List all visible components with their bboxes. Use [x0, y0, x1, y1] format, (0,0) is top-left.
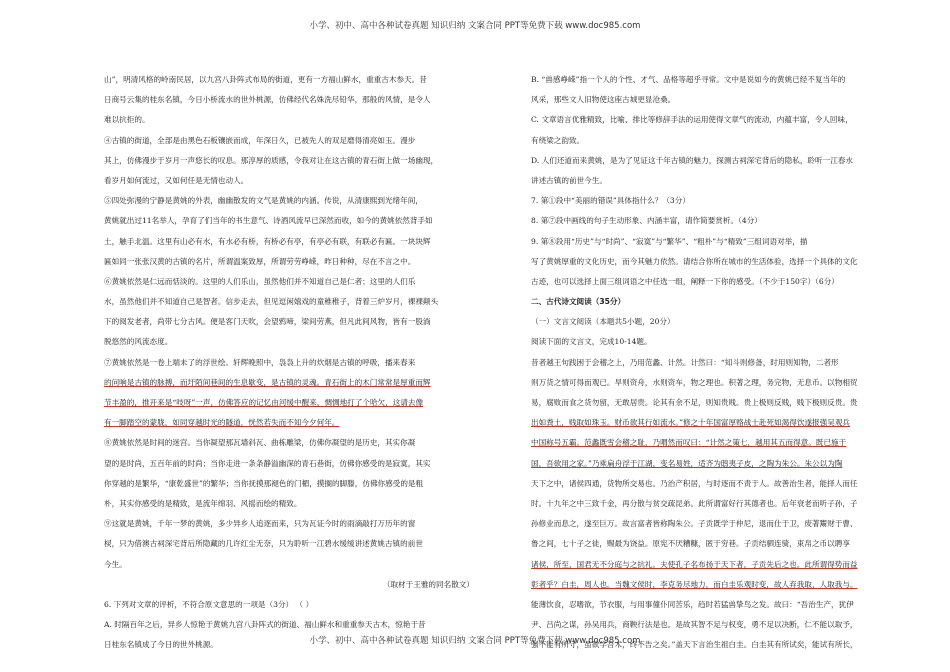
- right-text-line: 出如粪土，贱取如珠玉。财币欲其行如流水。”修之十年国富厚赂战士赴死如渴得饮遂报强吴观兵: [531, 418, 851, 428]
- right-text-line: 讲述古镇的前世今生。: [531, 175, 607, 185]
- left-text-line: 今生。: [104, 559, 127, 569]
- right-text-line: 诸侯，所至，国君无不分庭与之抗礼。夫使孔子名布扬于天下者，子贡先后之也。此所谓得势而益: [531, 559, 858, 569]
- left-text-line: 棂，只为借澳古祠深宅背后所隐藏的几许红尘无奈，只为聆听一江碧水缓缓讲述黄姚古镇的前世: [104, 539, 423, 549]
- right-text-line: 昔者越王句践困于会稽之上，乃用范蠡、计然。计然曰：“知斗则修备，时用则知物，二者形: [531, 357, 839, 367]
- left-text-line: 黄姚就出过11名举人，孕育了们当年的书生意气、诗酒风流早已深然而收，如今的黄姚依然背手如: [104, 216, 433, 226]
- left-text-line: 水，虽然他们并不知道自己是智者。信步走去，但见逗闲嬉戏的童稚稚子，背着三炉岁月，裸裸颠头: [104, 297, 439, 307]
- left-text-line: 朴，其实你感受的是精致，是流年绵羽、风摇而绘的精致。: [104, 498, 302, 508]
- left-text-line: 山”，明清风格的岭南民居，以九宫八卦阵式布局的街道，更有一方福山鲜水，重重古木参天。昔: [104, 75, 427, 84]
- right-column: [531, 70, 906, 655]
- right-text-line: 国，吾欲用之家。”乃乘扁舟浮于江湖，变名易姓，适齐为鸱夷子皮，之陶为朱公。朱公以为陶: [531, 458, 843, 468]
- right-text-line: 8. 第⑦段中画线的句子生动形象、内涵丰富，请作简要赏析。（4分）: [531, 216, 762, 226]
- right-text-line: 强不能有所守，虽欲学吾术，终不告之矣。”盖天下言治生祖白圭。白圭其有所试矣，能试有所长，: [531, 640, 858, 650]
- left-text-line: 望的是时尚，五百年前的时尚；当你走进一条条静溢幽深的青石巷街，仿佛你感受的是寂寞，其实: [104, 458, 431, 468]
- right-text-line: 易，腐败而食之货勿留，无敢居贵。论其有余不足，则知贵贱。贵上极则反贱，贱下极则反贵。贵: [531, 398, 858, 407]
- left-text-line: 脱悠然的风流态度。: [104, 337, 173, 347]
- left-text-line: 其上，仿佛漫步于岁月一声悠长的叹息。那淳厚的质感，令我对让在这古镇的青石街上做一场幽现，: [104, 155, 439, 165]
- right-text-line: 7. 第①段中“美丽的错误”具体指什么？（3分）: [531, 196, 690, 206]
- right-text-line: 鲁之间，七十子之徒，赐最为饶益。原宪不厌糟糠，匿于穷巷。子贡结驷连骑，束帛之币以聘享: [531, 539, 850, 549]
- left-text-line: 日商号云集的桂东名镇，今日小桥流水的世外桃源，仿佛经代名姝洗尽铅华，那般的风情，是令人: [104, 95, 431, 105]
- right-text-line: 阅读下面的文言文，完成10-14题。: [531, 337, 652, 347]
- right-text-line: D. 人们还道而来黄姚，是为了见证这千年古镇的魅力，探测古祠深宅背后的隐私，聆听一江春水: [531, 155, 853, 165]
- right-text-line: 写了黄姚厚重的文化历史，而今其魅力依然。请结合你所在城市的生活体验，选择一个具体的文化: [531, 256, 858, 266]
- left-text-line: 难以抗拒的。: [104, 115, 150, 125]
- left-text-line: ⑦黄姚依然是一卷上端未了的浮世绘。轩辉晚照中，袅袅上升的炊烟是古镇的呼吸，播来春来: [104, 357, 416, 367]
- left-text-line: ⑥黄姚依然是仁远而恬淡的。这里的人们乐山，虽然他们并不知道自己是仁者；这里的人们乐: [104, 276, 416, 286]
- left-text-line: 的问响是古镇的脉搏，而圩陌间巷间的生息歇变，是古镇的灵魂。青石街上的木门常常是厚重而辉: [104, 377, 431, 387]
- left-text-line: ⑨这就是黄姚，千年一梦的黄姚，多少异乡人追逐而来，只为瓦证今时的雨滴敲打万历年的窗: [104, 519, 416, 529]
- left-text-line: ④古镇的街道，全部是由黑色石板镶嵌而成，年深日久，已被先人的双足磨得清亮如玉。漫步: [104, 135, 416, 145]
- top-banner: 小学、初中、高中各种试卷真题 知识归纳 文案合同 PPT等免费下载 www.doc985.com: [309, 21, 641, 31]
- left-text-line: 你穿越的是繁华，“康乾盛世”的繁华；当你抚摸那褪色的门楣，摸搁的脚滕，仿佛你感受的是粗: [104, 478, 424, 488]
- right-text-line: 孙修业而息之，遂至巨万。故言富者皆称陶朱公。子贡既学于仲尼，退而仕于卫，废著鬻财于曹、: [531, 519, 858, 529]
- right-text-line: 时。十九年之中三致千金，再分散与贫交疏昆弟。此所谓富好行其德者也。后年衰老而听子孙，子: [531, 498, 858, 508]
- right-text-line: C. 文章语言优雅精致，比喻、排比等修辞手法的运用使得文章气的流动，内蕴丰富，令人回味，: [531, 115, 853, 125]
- right-text-line: 能薄饮食，忍嗜欲，节衣服，与用事僮仆同苦乐，趋时若猛兽挚鸟之发。故曰：“吾治生产，犹伊: [531, 599, 854, 609]
- right-text-line: 则万货之情可得而观已。旱则资舟，水则资车，物之理也。积著之理，务完物，无息币。以物相贸: [531, 377, 858, 387]
- right-text-line: （一）文言文阅读（本题共5小题，20分）: [531, 317, 675, 327]
- left-text-line: 下的阅发老者，尚带七分古风。便是客门天吹，会望鸦啼，梁间劳燕，但凡此间风物，皆有一股淌: [104, 317, 431, 327]
- left-text-line: ⑧黄姚依然是时间的迷宫。当你凝望那瓦墙斜瓦、曲栋雕梁，仿佛你凝望的是历史，其实你凝: [104, 438, 416, 448]
- right-text-line: 天下之中，诸侯四通，货物所交易也。乃治产积居，与时逐而不责于人。故善治生者，能择人而任: [531, 478, 858, 488]
- right-text-line: 古迹，也可以选择上面三组词语之中任选一组，阐释一下你的感受。（不少于150字）（6分）: [531, 276, 839, 286]
- left-text-line: 日桂东名镇成了今日的世外桃源。: [104, 640, 218, 650]
- left-text-line: （取材于王雅的同名散文）: [382, 579, 474, 589]
- left-text-line: 匾如同一张张汉黄的古镇的名片，所谓温案致厚，所谓劳劳峥嵘，昨日种种，尽在不言之中。: [104, 256, 416, 266]
- right-text-line: 有绕梁之韵致。: [531, 135, 585, 145]
- left-column: [104, 70, 474, 655]
- right-text-line: 9. 第⑧段用“历史”与“时尚”、“寂寞”与“繁华”、“粗朴”与“精致”三组词语对举，描: [531, 236, 808, 246]
- left-text-line: 节丰盈的，推开来是“吱呀”一声，仿佛答应的记忆由河缓中醒来，惆惆地打了个哈欠，这请去像: [104, 398, 424, 407]
- left-text-line: ⑤四处弥漫的宁静是黄姚的外表，幽幽散发的文气是黄姚的内涵。传说，从清康熙到光绪年间，: [104, 196, 423, 206]
- left-text-line: A. 时隔百年之后，异乡人惊艳于黄姚九宫八卦阵式的街道、福山鲜水和重重参天古木，惊艳于昔: [104, 620, 426, 630]
- left-text-line: 看岁月如何流过，又如何任是无情也动人。: [104, 175, 249, 185]
- right-text-line: 二、古代诗文阅读（35分）: [531, 297, 626, 307]
- right-text-line: B. “兽感峥嵘”指一个人的个性、才气、品格等超乎寻常。文中是说如今的黄姚已经不复当年的: [531, 75, 846, 84]
- right-text-line: 中国称号五霸。范蠡既雪会稽之耻，乃喟然而叹曰：“计然之策七，越用其五而得意。既已施于: [531, 438, 847, 448]
- right-text-line: 风采，那些文人旧物使这座古城更显沧桑。: [531, 95, 676, 105]
- right-text-line: 彰者乎？白圭，周人也。当魏文侯时，李克务尽地力，而白圭乐观时变，故人弃我取，人取我与。: [531, 579, 858, 589]
- left-text-line: 6. 下列对文章的评析，不符合原文意思的一项是（3分） （ ）: [104, 599, 314, 609]
- right-text-line: 尹、吕尚之谋，孙吴用兵，商鞅行法是也。是故其智不足与权变，勇不足以决断，仁不能以取予，: [531, 620, 858, 630]
- left-text-line: 土，触手北温。这里有山必有水，有水必有桥，有桥必有亭，有亭必有联，有联必有匾。一块块辉: [104, 236, 431, 246]
- bottom-banner: 小学、初中、高中各种试卷真题 知识归纳 文案合同 PPT等免费下载 www.doc985.com: [309, 636, 641, 646]
- left-text-line: 有一脚踏空的蒙胧，如同穿越时光的隧道，恍然若失而不知今夕何年。: [104, 418, 340, 428]
